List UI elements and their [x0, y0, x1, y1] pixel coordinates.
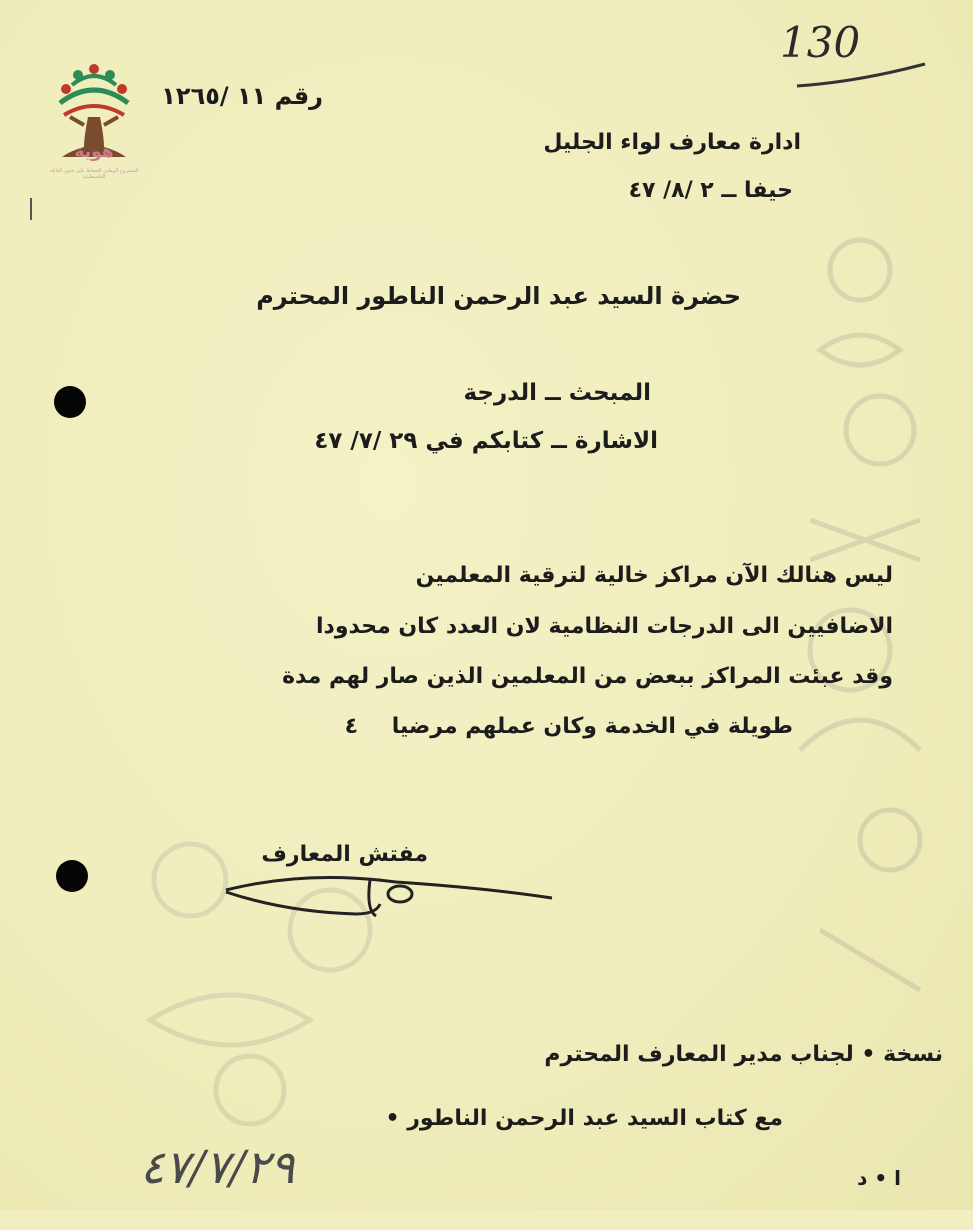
subject-line: المبحث ــ الدرجة: [463, 380, 651, 406]
body-line-2: الاضافيين الى الدرجات النظامية لان العدد كان محدودا: [316, 614, 893, 639]
footer-code: ا • د: [857, 1166, 901, 1190]
handwritten-date: ٤٧/٧/٢٩: [140, 1140, 295, 1194]
body-line-3: وقد عبئت المراكز ببعض من المعلمين الذين صار لهم مدة: [282, 664, 893, 689]
copy-line-1: نسخة • لجناب مدير المعارف المحترم: [544, 1042, 943, 1067]
logo-subtitle: المشروع الوطني للحفاظ على جذور العائلة الفلسطينية: [49, 168, 139, 180]
body-end-mark: ٤: [344, 714, 358, 739]
archive-number-underline: [795, 58, 930, 98]
body-line-4: طويلة في الخدمة وكان عملهم مرضيا: [391, 714, 793, 739]
reference-number: رقم ١١ /١٢٦٥: [161, 82, 323, 110]
place-date: حيفا ــ ٢ /٨/ ٤٧: [628, 178, 793, 203]
addressee: حضرة السيد عبد الرحمن الناطور المحترم: [256, 282, 741, 310]
archive-number: 130: [780, 18, 861, 67]
signature-title: مفتش المعارف: [261, 842, 428, 867]
punch-hole-bottom: [56, 860, 88, 892]
punch-hole-top: [54, 386, 86, 418]
department-name: ادارة معارف لواء الجليل: [543, 130, 801, 155]
handwritten-signature: [220, 868, 560, 928]
margin-mark: [30, 198, 32, 220]
body-line-1: ليس هنالك الآن مراكز خالية لترقية المعلمين: [415, 563, 893, 588]
copy-line-2: مع كتاب السيد عبد الرحمن الناطور •: [385, 1106, 783, 1131]
reference-line: الاشارة ــ كتابكم في ٢٩ /٧/ ٤٧: [314, 428, 658, 454]
logo-name: هوية: [74, 142, 114, 162]
